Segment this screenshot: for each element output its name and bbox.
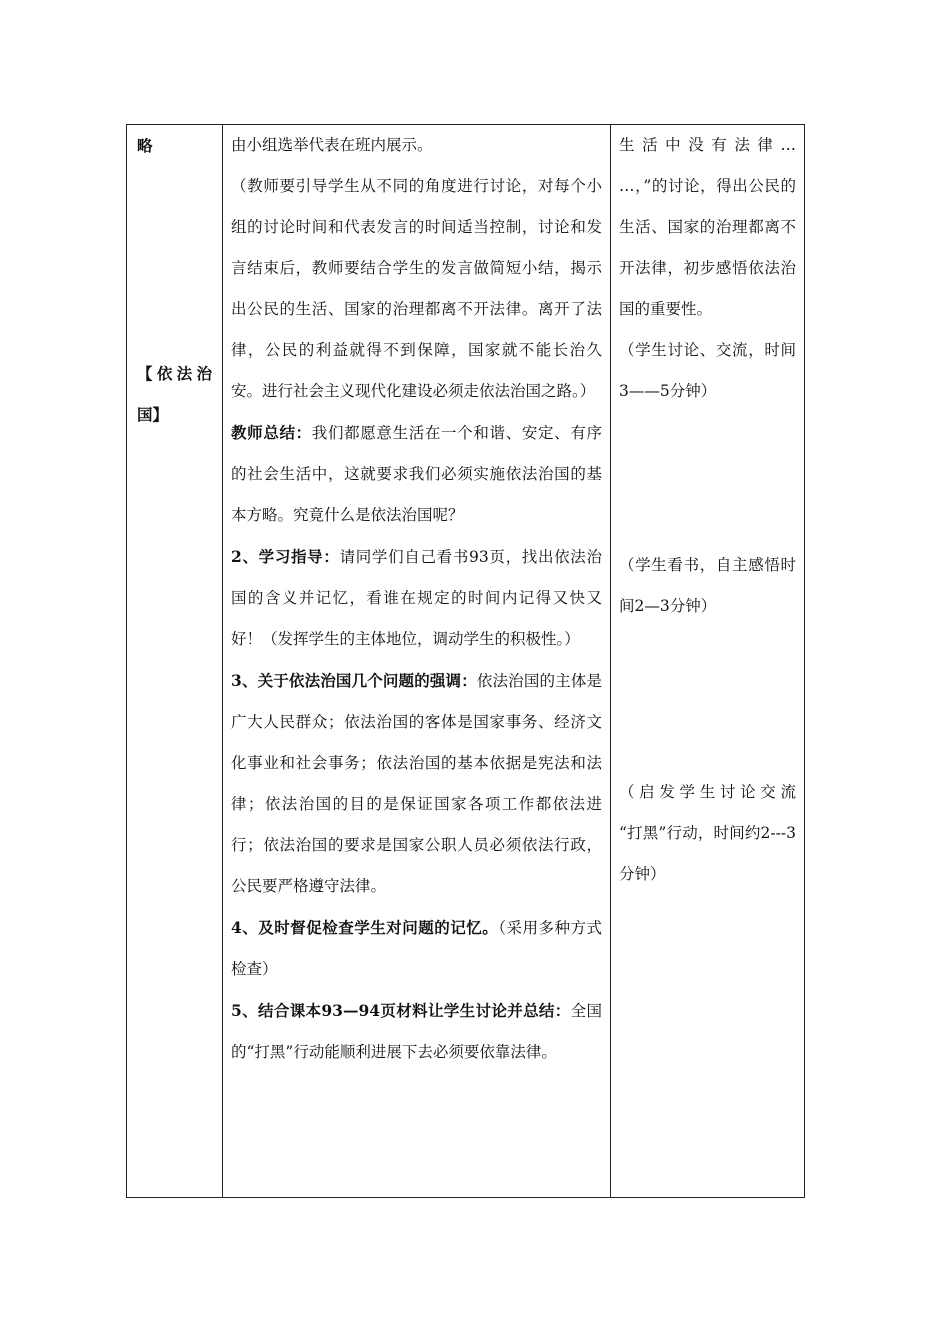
paragraph-1: 由小组选举代表在班内展示。 xyxy=(231,136,433,154)
section-label-line1: 【依法治 xyxy=(137,364,212,383)
paragraph-6-text: （采用多种方式检查） xyxy=(231,919,602,978)
paragraph-7-heading: 5、结合课本93—94页材料让学生讨论并总结： xyxy=(231,1001,571,1020)
note-1 xyxy=(619,125,796,412)
section-label-top: 略 xyxy=(137,136,153,155)
student-activity-column xyxy=(610,125,804,1197)
paragraph-4-text: 请同学们自己看书93页，找出依法治国的含义并记忆，看谁在规定的时间内记得又快又好！（发挥学生的主体地位，调动学生的积极性。） xyxy=(231,548,602,648)
paragraph-3 xyxy=(231,412,602,536)
paragraph-5-text: 依法治国的主体是广大人民群众；依法治国的客体是国家事务、经济文化事业和社会事务；依法治国的基本依据是宪法和法律；依法治国的目的是保证国家各项工作都依法进行；依法治国的要求是国家公职人员必须依法行政，公民要严格遵守法律。 xyxy=(231,672,602,895)
paragraph-3-text: 我们都愿意生活在一个和谐、安定、有序的社会生活中，这就要求我们必须实施依法治国的基本方略。究竟什么是依法治国呢？ xyxy=(231,424,602,524)
paragraph-4 xyxy=(231,536,602,660)
note-1-rest: …，”的讨论，得出公民的生活、国家的治理都离不开法律，初步感悟依法治国的重要性。 xyxy=(619,177,796,318)
paragraph-5-heading: 3、关于依法治国几个问题的强调： xyxy=(231,671,477,690)
section-label-column xyxy=(127,125,222,1197)
paragraph-2: （教师要引导学生从不同的角度进行讨论，对每个小组的讨论时间和代表发言的时间适当控制，讨论和发言结束后，教师要结合学生的发言做简短小结，揭示出公民的生活、国家的治理都离不开法律。离开了法律，公民的利益就得不到保障，国家就不能长治久安。进行社会主义现代化建设必须走依法治国之路。） xyxy=(231,177,602,400)
note-3-block xyxy=(619,545,796,627)
paragraph-6 xyxy=(231,907,602,990)
lesson-table xyxy=(126,124,805,1198)
note-4-rest: “打黑”行动，时间约2---3分钟） xyxy=(619,824,796,883)
note-4-line1: （启发学生讨论交流 xyxy=(619,783,796,801)
note-2: （学生讨论、交流，时间3——5分钟） xyxy=(619,341,796,400)
paragraph-5 xyxy=(231,660,602,907)
teacher-activity-column xyxy=(222,125,610,1197)
note-4-block xyxy=(619,772,796,895)
paragraph-6-heading: 4、及时督促检查学生对问题的记忆。 xyxy=(231,918,499,937)
note-1-line1: 生活中没有法律… xyxy=(619,136,796,154)
paragraph-4-heading: 2、学习指导： xyxy=(231,547,340,566)
paragraph-7 xyxy=(231,990,602,1073)
paragraph-3-heading: 教师总结： xyxy=(231,423,312,442)
paragraph-7-text: 全国的“打黑”行动能顺利进展下去必须要依靠法律。 xyxy=(231,1002,602,1061)
note-3: （学生看书，自主感悟时间2—3分钟） xyxy=(619,556,796,615)
section-label-line2: 国】 xyxy=(137,405,169,424)
